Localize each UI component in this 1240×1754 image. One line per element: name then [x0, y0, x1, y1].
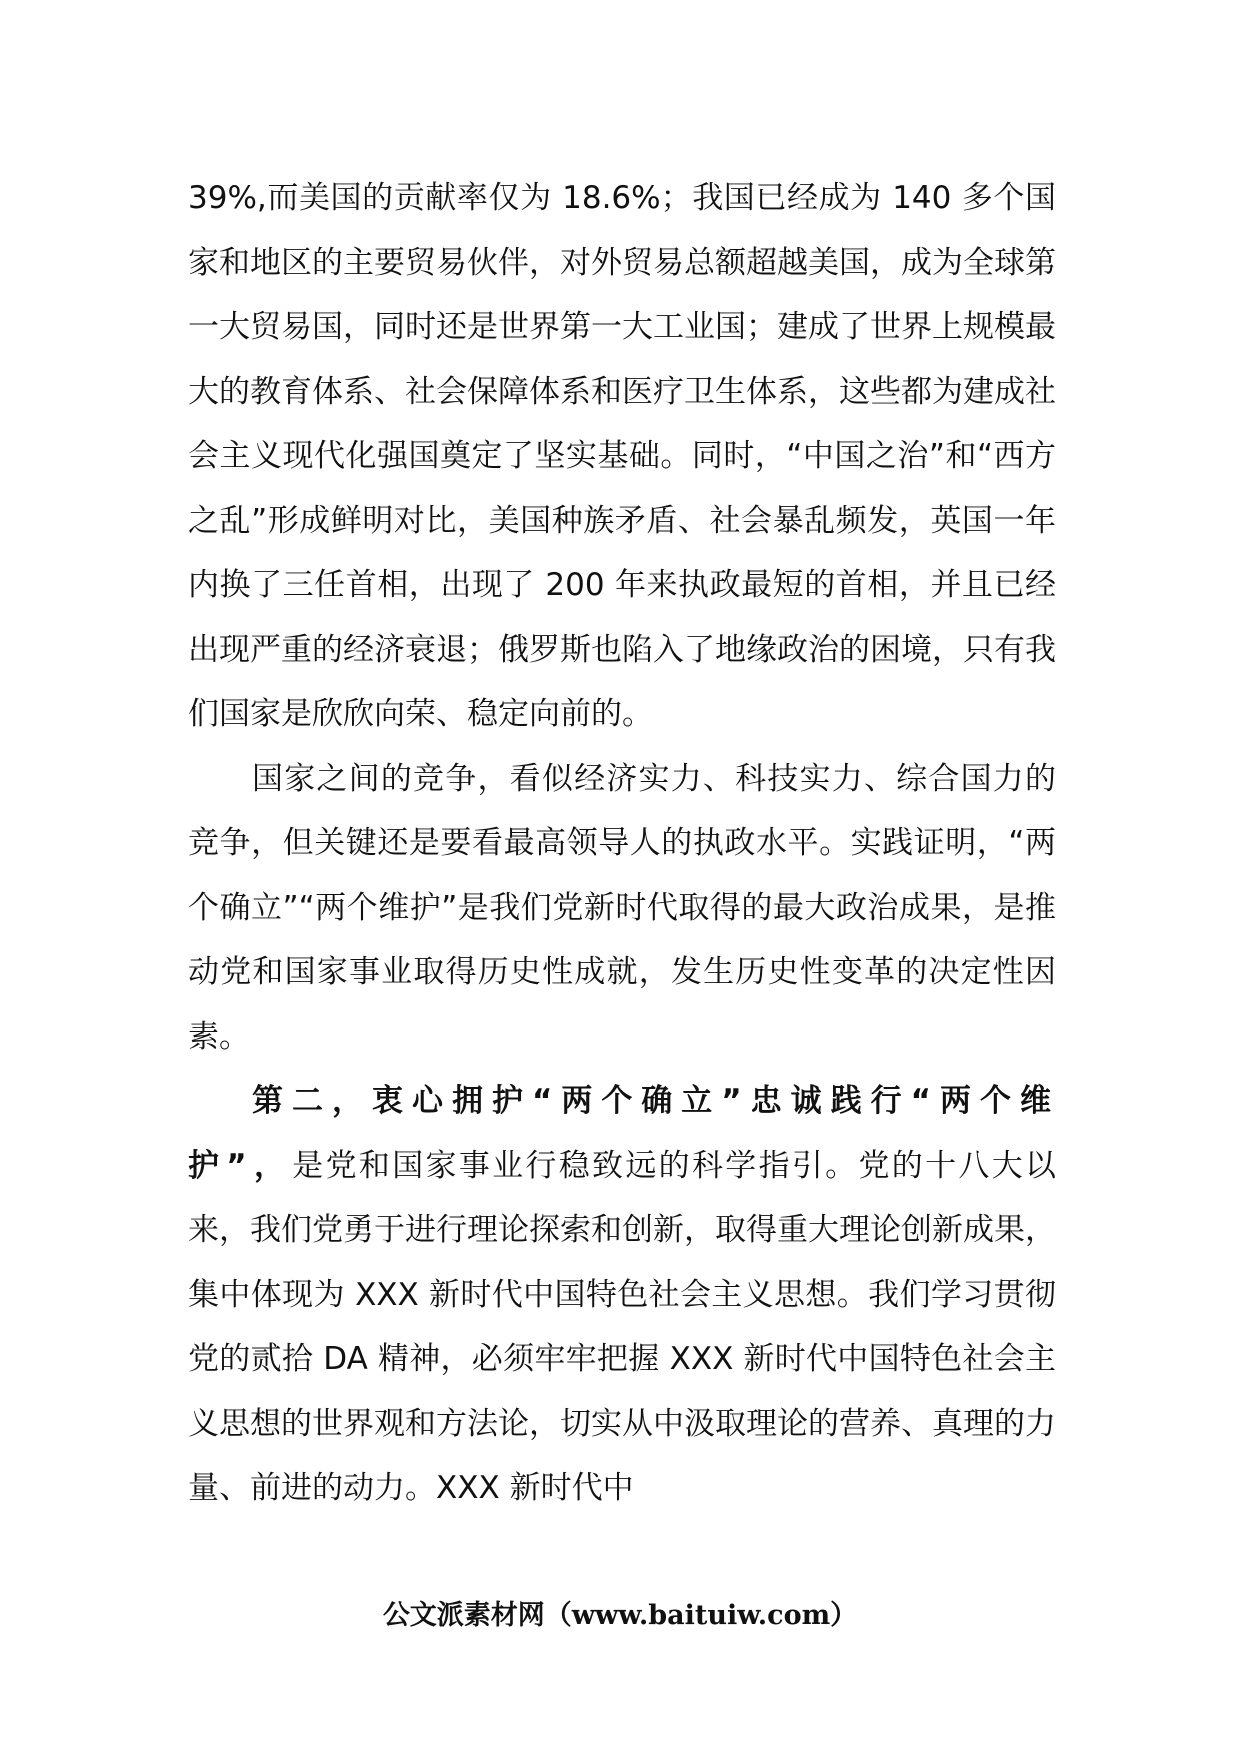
- paragraph-1: [188, 166, 1056, 747]
- footer-watermark: 公文派素材网（www.baituiw.com）: [382, 1600, 858, 1631]
- paragraph-3-text: 是党和国家事业行稳致远的科学指引。党的十八大以来，我们党勇于进行理论探索和创新，取得重大理论创新成果，集中体现为 XXX 新时代中国特色社会主义思想。我们学习贯彻党的贰拾 DA 精神，必须牢牢把握 XXX 新时代中国特色社会主义思想的世界观和方法论，切实从中汲取理论的营养、真理的力量、前进的动力。XXX 新时代中: [188, 1147, 1057, 1506]
- paragraph-2: [188, 747, 1056, 1070]
- paragraph-1-text: 39%,而美国的贡献率仅为 18.6%；我国已经成为 140 多个国家和地区的主要贸易伙伴，对外贸易总额超越美国，成为全球第一大贸易国，同时还是世界第一大工业国；建成了世界上规模最大的教育体系、社会保障体系和医疗卫生体系，这些都为建成社会主义现代化强国奠定了坚实基础。同时，“中国之治”和“西方之乱”形成鲜明对比，美国种族矛盾、社会暴乱频发，英国一年内换了三任首相，出现了 200 年来执政最短的首相，并且已经出现严重的经济衰退；俄罗斯也陷入了地缘政治的困境，只有我们国家是欣欣向荣、稳定向前的。: [188, 180, 1056, 732]
- paragraph-2-text: 国家之间的竞争，看似经济实力、科技实力、综合国力的竞争，但关键还是要看最高领导人的执政水平。实践证明，“两个确立”“两个维护”是我们党新时代取得的最大政治成果，是推动党和国家事业取得历史性成就，发生历史性变革的决定性因素。: [188, 760, 1056, 1055]
- paragraph-3: [188, 1069, 1056, 1521]
- document-body: [188, 166, 1056, 1521]
- paragraph-3-lead: 第二，衷心拥护“两个确立”忠诚践行“两个维护”，: [188, 1083, 1056, 1184]
